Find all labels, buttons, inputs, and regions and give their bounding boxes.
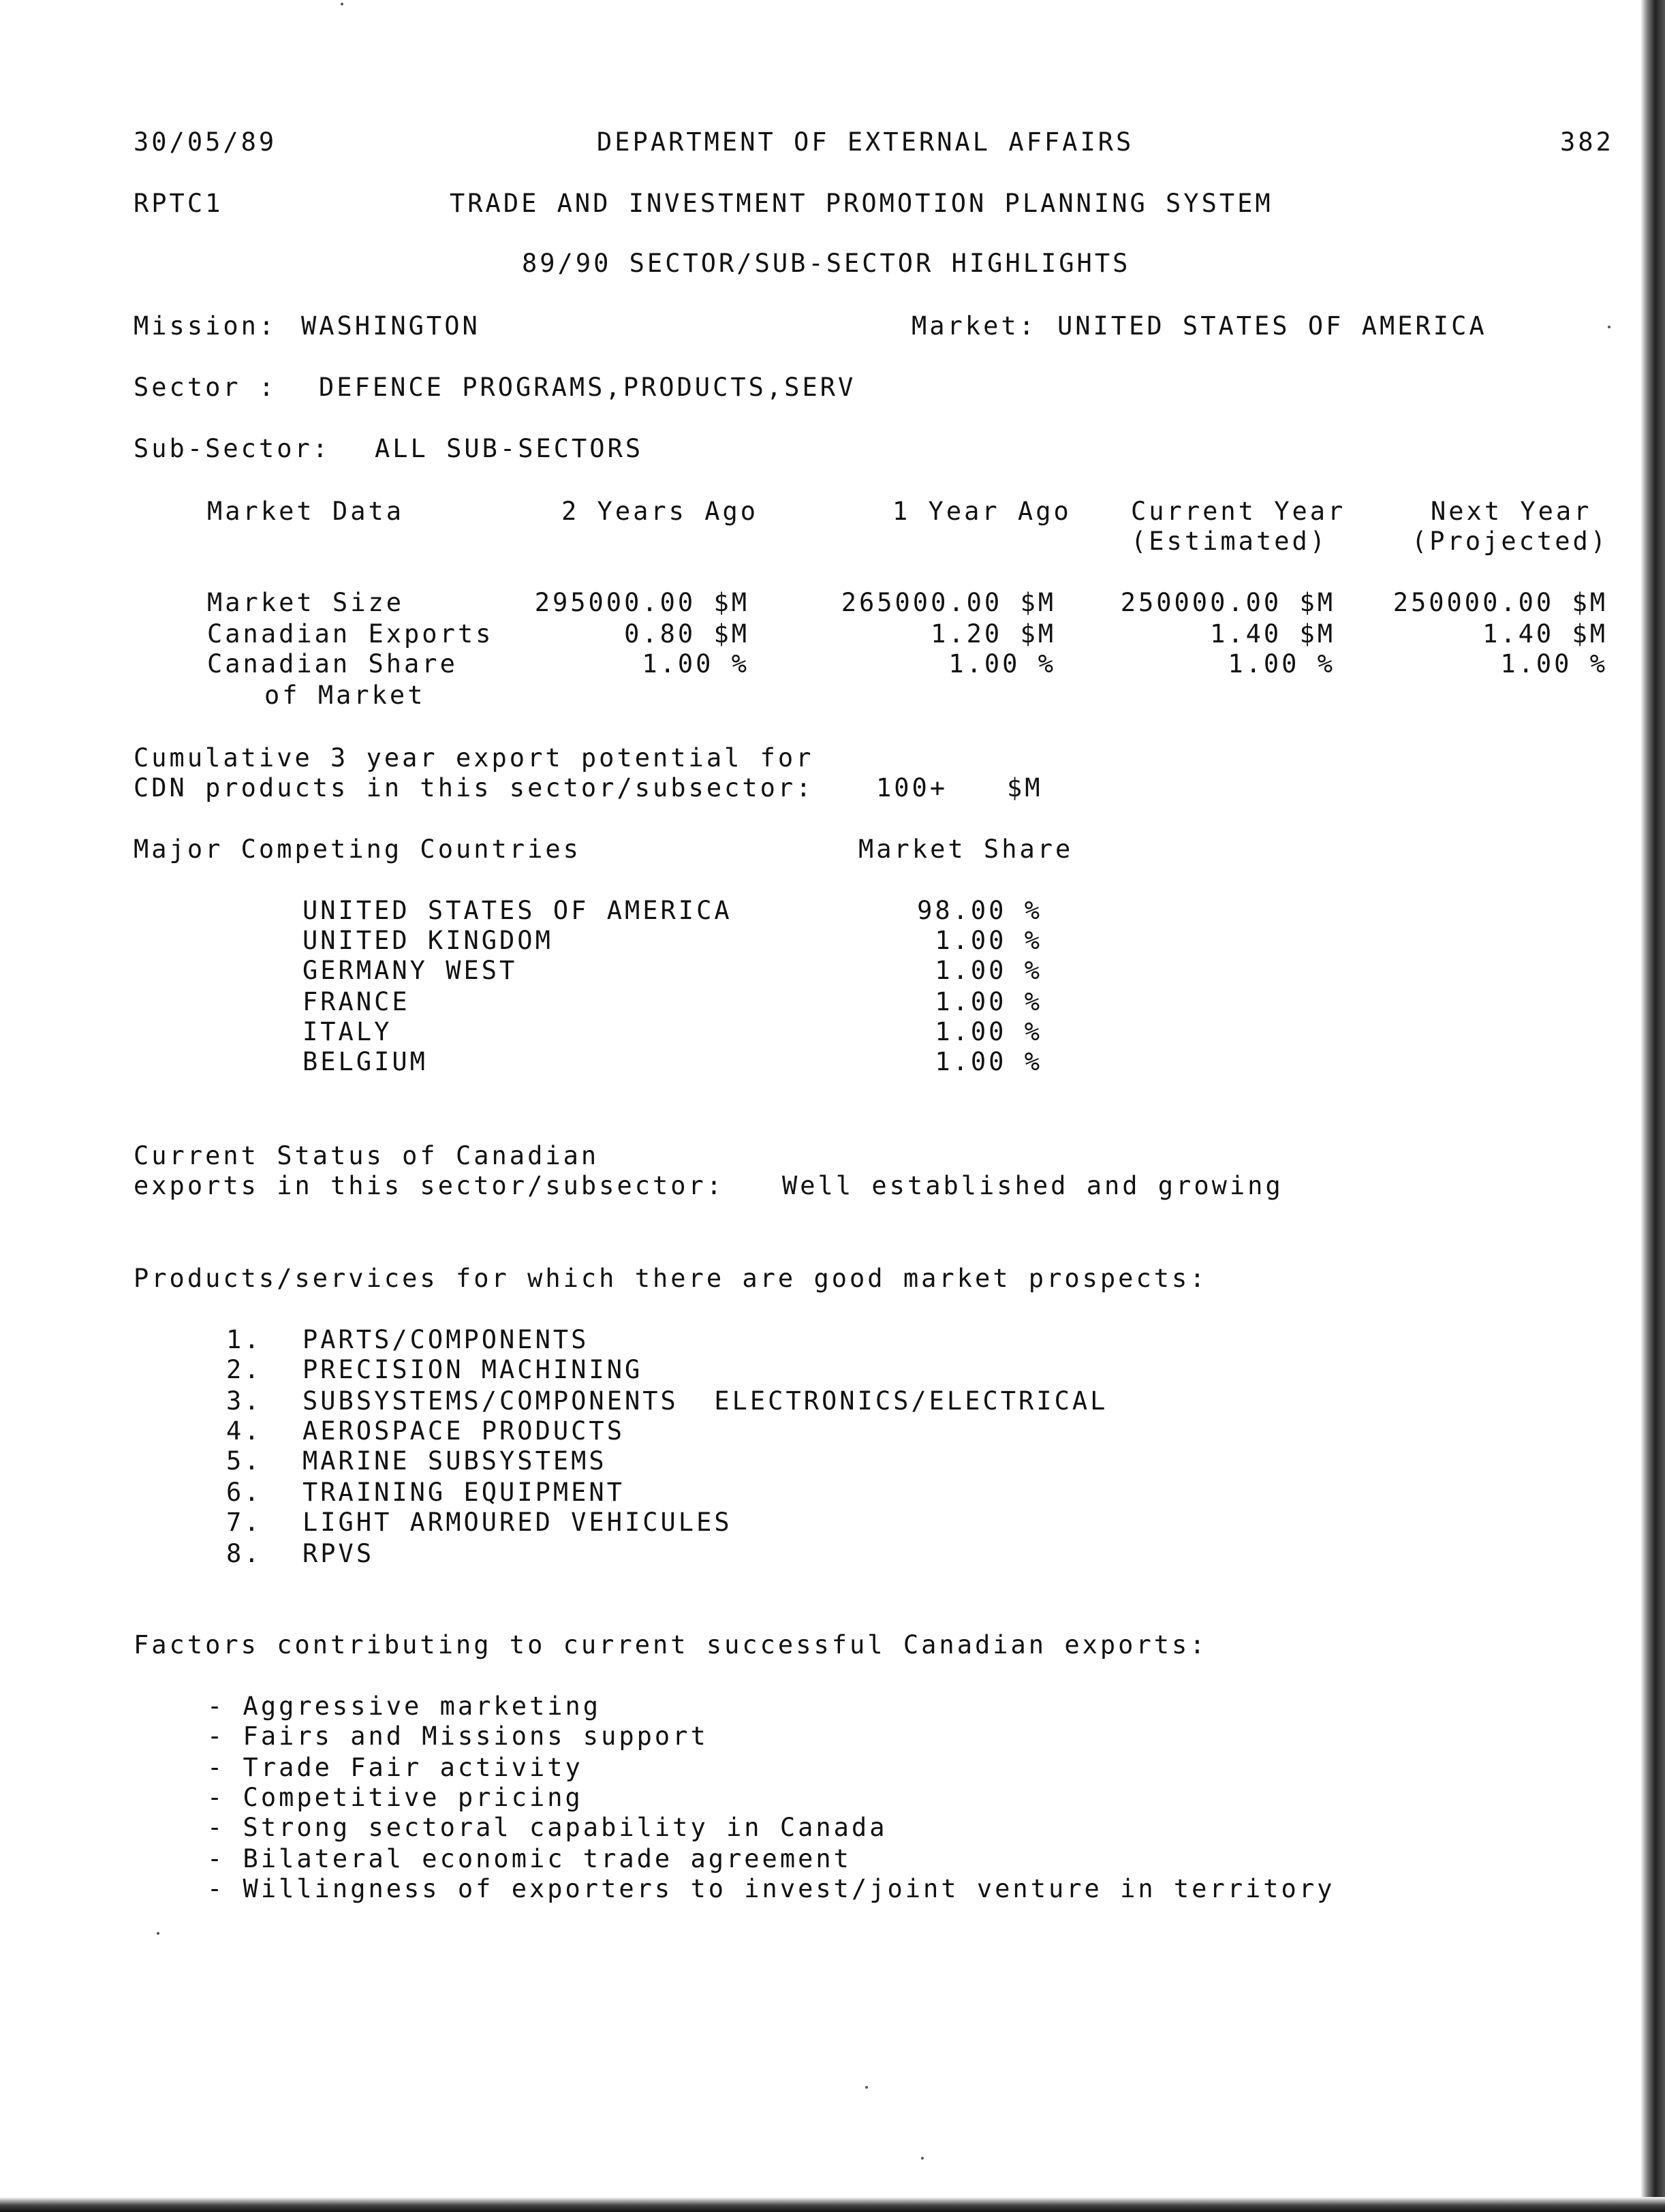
competitor-country: BELGIUM [302, 1047, 428, 1076]
report-date: 30/05/89 [134, 127, 277, 157]
header-1-year-ago: 1 Year Ago [892, 497, 1072, 526]
competitor-share: 1.00 % [935, 1017, 1042, 1046]
potential-unit: $M [1007, 773, 1043, 803]
list-item: RPVS [302, 1539, 375, 1568]
list-item-number: 6. [226, 1478, 262, 1507]
competitor-country: GERMANY WEST [302, 956, 518, 985]
cell-value: 0.80 $M [624, 619, 749, 649]
cell-value: 1.00 % [1228, 649, 1335, 679]
header-2-years-ago: 2 Years Ago [561, 497, 759, 526]
list-item: - Bilateral economic trade agreement [207, 1844, 852, 1873]
list-item: PARTS/COMPONENTS [302, 1325, 589, 1354]
report-code: RPTC1 [134, 189, 223, 218]
competitor-share: 1.00 % [935, 956, 1042, 985]
market-value: UNITED STATES OF AMERICA [1057, 311, 1487, 341]
subsector-label: Sub-Sector: [134, 434, 331, 463]
factors-heading: Factors contributing to current successful Canadian exports: [134, 1630, 1208, 1660]
status-line-1: Current Status of Canadian [134, 1141, 600, 1170]
status-value: Well established and growing [782, 1171, 1283, 1200]
subheader-projected: (Projected) [1412, 527, 1609, 556]
report-title: 89/90 SECTOR/SUB-SECTOR HIGHLIGHTS [522, 249, 1131, 278]
list-item-number: 5. [226, 1446, 262, 1476]
list-item-number: 4. [226, 1416, 262, 1446]
list-item-number: 1. [226, 1325, 262, 1354]
potential-value: 100+ [876, 773, 948, 803]
header-market-data: Market Data [207, 497, 405, 526]
products-heading: Products/services for which there are good market prospects: [134, 1264, 1208, 1293]
list-item: TRAINING EQUIPMENT [302, 1478, 625, 1507]
competitor-share: 1.00 % [935, 926, 1042, 955]
header-next-year: Next Year [1431, 497, 1592, 526]
list-item-number: 7. [226, 1508, 262, 1537]
list-item: LIGHT ARMOURED VEHICULES [302, 1508, 732, 1537]
potential-line-2: CDN products in this sector/subsector: [134, 773, 814, 803]
scan-speck [921, 2157, 924, 2160]
list-item-number: 2. [226, 1355, 262, 1384]
status-line-2: exports in this sector/subsector: [134, 1171, 725, 1200]
market-share-header: Market Share [858, 835, 1074, 864]
scan-speck [341, 3, 343, 5]
subheader-estimated: (Estimated) [1131, 527, 1328, 556]
competitor-share: 1.00 % [935, 1047, 1042, 1076]
cell-value: 1.20 $M [931, 619, 1056, 649]
list-item: - Fairs and Missions support [207, 1722, 709, 1751]
list-item: MARINE SUBSYSTEMS [302, 1446, 607, 1476]
competitor-country: UNITED KINGDOM [302, 926, 553, 955]
sector-label: Sector : [134, 373, 277, 402]
scan-speck [157, 1932, 159, 1935]
cell-value: 1.40 $M [1482, 619, 1608, 649]
competitors-header: Major Competing Countries [134, 835, 581, 864]
market-label: Market: [912, 311, 1037, 341]
list-item-number: 8. [226, 1539, 262, 1568]
potential-line-1: Cumulative 3 year export potential for [134, 743, 814, 773]
cell-value: 1.40 $M [1210, 619, 1335, 649]
mission-label: Mission: [134, 311, 277, 341]
list-item: - Trade Fair activity [207, 1753, 583, 1782]
mission-value: WASHINGTON [301, 311, 480, 341]
competitor-share: 1.00 % [935, 987, 1042, 1016]
scan-speck [1608, 326, 1610, 328]
row-label-canadian-exports: Canadian Exports [207, 619, 494, 649]
header-current-year: Current Year [1131, 497, 1346, 526]
scan-edge-bottom [0, 2197, 1665, 2212]
row-label-market-size: Market Size [207, 588, 405, 617]
cell-value: 250000.00 $M [1392, 588, 1608, 617]
page-number: 382 [1560, 127, 1614, 157]
cell-value: 250000.00 $M [1120, 588, 1335, 617]
sector-value: DEFENCE PROGRAMS,PRODUCTS,SERV [319, 373, 856, 402]
scan-edge-right [1640, 0, 1665, 2212]
list-item: PRECISION MACHINING [302, 1355, 643, 1384]
list-item-number: 3. [226, 1386, 262, 1416]
competitor-country: UNITED STATES OF AMERICA [302, 896, 732, 925]
competitor-country: ITALY [302, 1017, 392, 1046]
list-item: - Aggressive marketing [207, 1692, 602, 1721]
cell-value: 1.00 % [642, 649, 749, 679]
list-item: AEROSPACE PRODUCTS [302, 1416, 625, 1446]
subsector-value: ALL SUB-SECTORS [375, 434, 644, 463]
system-title: TRADE AND INVESTMENT PROMOTION PLANNING SYSTEM [450, 189, 1273, 218]
row-label-canadian-share: Canadian Share [207, 649, 458, 679]
competitor-country: FRANCE [302, 987, 410, 1016]
cell-value: 1.00 % [948, 649, 1056, 679]
cell-value: 1.00 % [1500, 649, 1608, 679]
cell-value: 265000.00 $M [841, 588, 1056, 617]
list-item: - Willingness of exporters to invest/joint venture in territory [207, 1874, 1335, 1903]
row-label-of-market: of Market [264, 681, 426, 710]
department-name: DEPARTMENT OF EXTERNAL AFFAIRS [597, 127, 1134, 157]
list-item: - Strong sectoral capability in Canada [207, 1813, 888, 1842]
list-item: - Competitive pricing [207, 1783, 583, 1812]
cell-value: 295000.00 $M [534, 588, 749, 617]
competitor-share: 98.00 % [917, 896, 1042, 925]
list-item: SUBSYSTEMS/COMPONENTS ELECTRONICS/ELECTRICAL [302, 1386, 1108, 1416]
scan-speck [865, 2086, 868, 2089]
